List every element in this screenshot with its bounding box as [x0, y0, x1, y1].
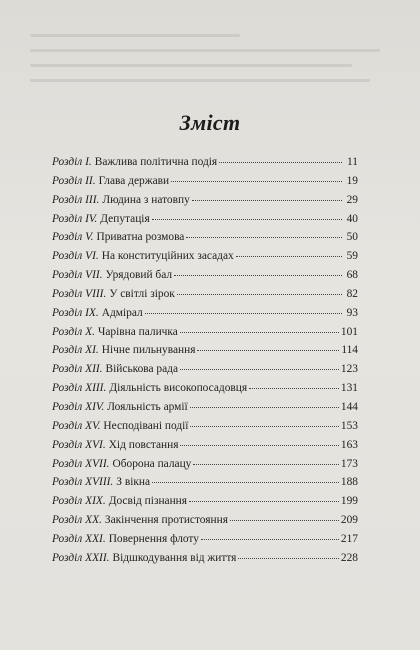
- toc-entry: [52, 156, 358, 175]
- chapter-label: Розділ III.: [52, 193, 100, 206]
- chapter-title: Несподівані події: [103, 419, 189, 432]
- chapter-title: Діяльність високопосадовця: [109, 382, 248, 395]
- page-number: 19: [346, 174, 358, 187]
- toc-entry: [52, 288, 358, 307]
- dot-leader: [145, 313, 342, 314]
- page-number: 228: [340, 551, 358, 564]
- chapter-label: Розділ XVI.: [52, 438, 106, 451]
- toc-entry: [52, 231, 358, 250]
- toc-entry: [52, 439, 358, 458]
- dot-leader: [189, 501, 339, 502]
- chapter-label: Розділ VII.: [52, 269, 103, 282]
- chapter-title: На конституційних засадах: [101, 250, 234, 263]
- page-number: 59: [346, 250, 358, 263]
- chapter-title: У світлі зірок: [109, 287, 175, 300]
- dot-leader: [171, 181, 342, 182]
- chapter-label: Розділ XXII.: [52, 551, 110, 564]
- dot-leader: [238, 558, 339, 559]
- chapter-title: Чарівна паличка: [97, 325, 178, 338]
- dot-leader: [180, 445, 338, 446]
- chapter-label: Розділ V.: [52, 231, 94, 244]
- toc-entry: [52, 476, 358, 495]
- toc-entry: [52, 194, 358, 213]
- dot-leader: [236, 256, 342, 257]
- chapter-title: Адмірал: [101, 306, 143, 319]
- chapter-label: Розділ XV.: [52, 419, 101, 432]
- dot-leader: [201, 539, 339, 540]
- page-number: 68: [346, 269, 358, 282]
- chapter-title: Лояльність армії: [107, 400, 188, 413]
- bleed-through-text: [30, 34, 380, 104]
- chapter-label: Розділ X.: [52, 325, 95, 338]
- chapter-label: Розділ XVII.: [52, 457, 110, 470]
- toc-entry: [52, 213, 358, 232]
- toc-entry: [52, 495, 358, 514]
- page-number: 114: [341, 344, 358, 357]
- dot-leader: [230, 520, 339, 521]
- chapter-label: Розділ VIII.: [52, 287, 107, 300]
- toc-entry: [52, 250, 358, 269]
- chapter-title: Депутація: [100, 212, 150, 225]
- chapter-title: Оборона палацу: [112, 457, 192, 470]
- dot-leader: [190, 407, 339, 408]
- chapter-title: Важлива політична подія: [94, 156, 218, 168]
- chapter-title: Глава держави: [98, 174, 170, 187]
- page-number: 93: [346, 306, 358, 319]
- dot-leader: [190, 426, 338, 427]
- toc-entry: [52, 363, 358, 382]
- chapter-label: Розділ I.: [52, 156, 92, 168]
- page-number: 131: [340, 382, 358, 395]
- toc-entry: [52, 420, 358, 439]
- chapter-title: Військова рада: [105, 363, 179, 376]
- dot-leader: [152, 482, 339, 483]
- toc-entry: [52, 326, 358, 345]
- dot-leader: [193, 464, 339, 465]
- chapter-label: Розділ XII.: [52, 363, 103, 376]
- chapter-label: Розділ XIII.: [52, 382, 107, 395]
- chapter-label: Розділ VI.: [52, 250, 99, 263]
- page-number: 163: [340, 438, 358, 451]
- dot-leader: [180, 332, 339, 333]
- chapter-label: Розділ XXI.: [52, 532, 106, 545]
- page-number: 40: [346, 212, 358, 225]
- chapter-title: Приватна розмова: [96, 231, 185, 244]
- chapter-title: Нічне пильнування: [101, 344, 196, 357]
- chapter-label: Розділ XVIII.: [52, 476, 114, 489]
- chapter-title: Урядовий бал: [105, 269, 173, 282]
- page-number: 188: [340, 476, 358, 489]
- toc-entry: [52, 458, 358, 477]
- toc-entry: [52, 533, 358, 552]
- page-number: 209: [340, 514, 358, 527]
- chapter-title: Досвід пізнання: [108, 495, 188, 508]
- chapter-label: Розділ IV.: [52, 212, 98, 225]
- chapter-title: Відшкодування від життя: [112, 551, 237, 564]
- toc-entry: [52, 382, 358, 401]
- chapter-label: Розділ XI.: [52, 344, 99, 357]
- page-number: 217: [340, 532, 358, 545]
- toc-entry: [52, 307, 358, 326]
- dot-leader: [192, 200, 342, 201]
- page-number: 101: [340, 325, 358, 338]
- dot-leader: [197, 350, 339, 351]
- page-number: 123: [340, 363, 358, 376]
- chapter-label: Розділ II.: [52, 174, 96, 187]
- dot-leader: [177, 294, 342, 295]
- chapter-label: Розділ XIV.: [52, 400, 105, 413]
- page-number: 153: [340, 419, 358, 432]
- chapter-label: Розділ XX.: [52, 514, 102, 527]
- page-number: 144: [340, 400, 358, 413]
- chapter-title: З вікна: [116, 476, 151, 489]
- toc-entry: [52, 175, 358, 194]
- toc-entry: [52, 552, 358, 571]
- chapter-title: Закінчення протистояння: [104, 514, 228, 527]
- dot-leader: [186, 237, 342, 238]
- page-number: 50: [346, 231, 358, 244]
- page-number: 173: [340, 457, 358, 470]
- dot-leader: [180, 369, 339, 370]
- toc-entry: [52, 344, 358, 363]
- chapter-title: Хід повстання: [108, 438, 179, 451]
- dot-leader: [174, 275, 342, 276]
- chapter-title: Повернення флоту: [108, 532, 199, 545]
- dot-leader: [249, 388, 339, 389]
- page-number: 82: [346, 287, 358, 300]
- page-number: 199: [340, 495, 358, 508]
- chapter-title: Людина з натовпу: [102, 193, 190, 206]
- toc-entry: [52, 514, 358, 533]
- page-number: 11: [347, 156, 358, 168]
- chapter-label: Розділ XIX.: [52, 495, 106, 508]
- dot-leader: [152, 219, 342, 220]
- toc-entry: [52, 269, 358, 288]
- dot-leader: [219, 162, 342, 163]
- toc-title: Зміст: [179, 110, 241, 135]
- toc-entry: [52, 401, 358, 420]
- toc-list: [52, 156, 358, 571]
- chapter-label: Розділ IX.: [52, 306, 99, 319]
- page-number: 29: [346, 193, 358, 206]
